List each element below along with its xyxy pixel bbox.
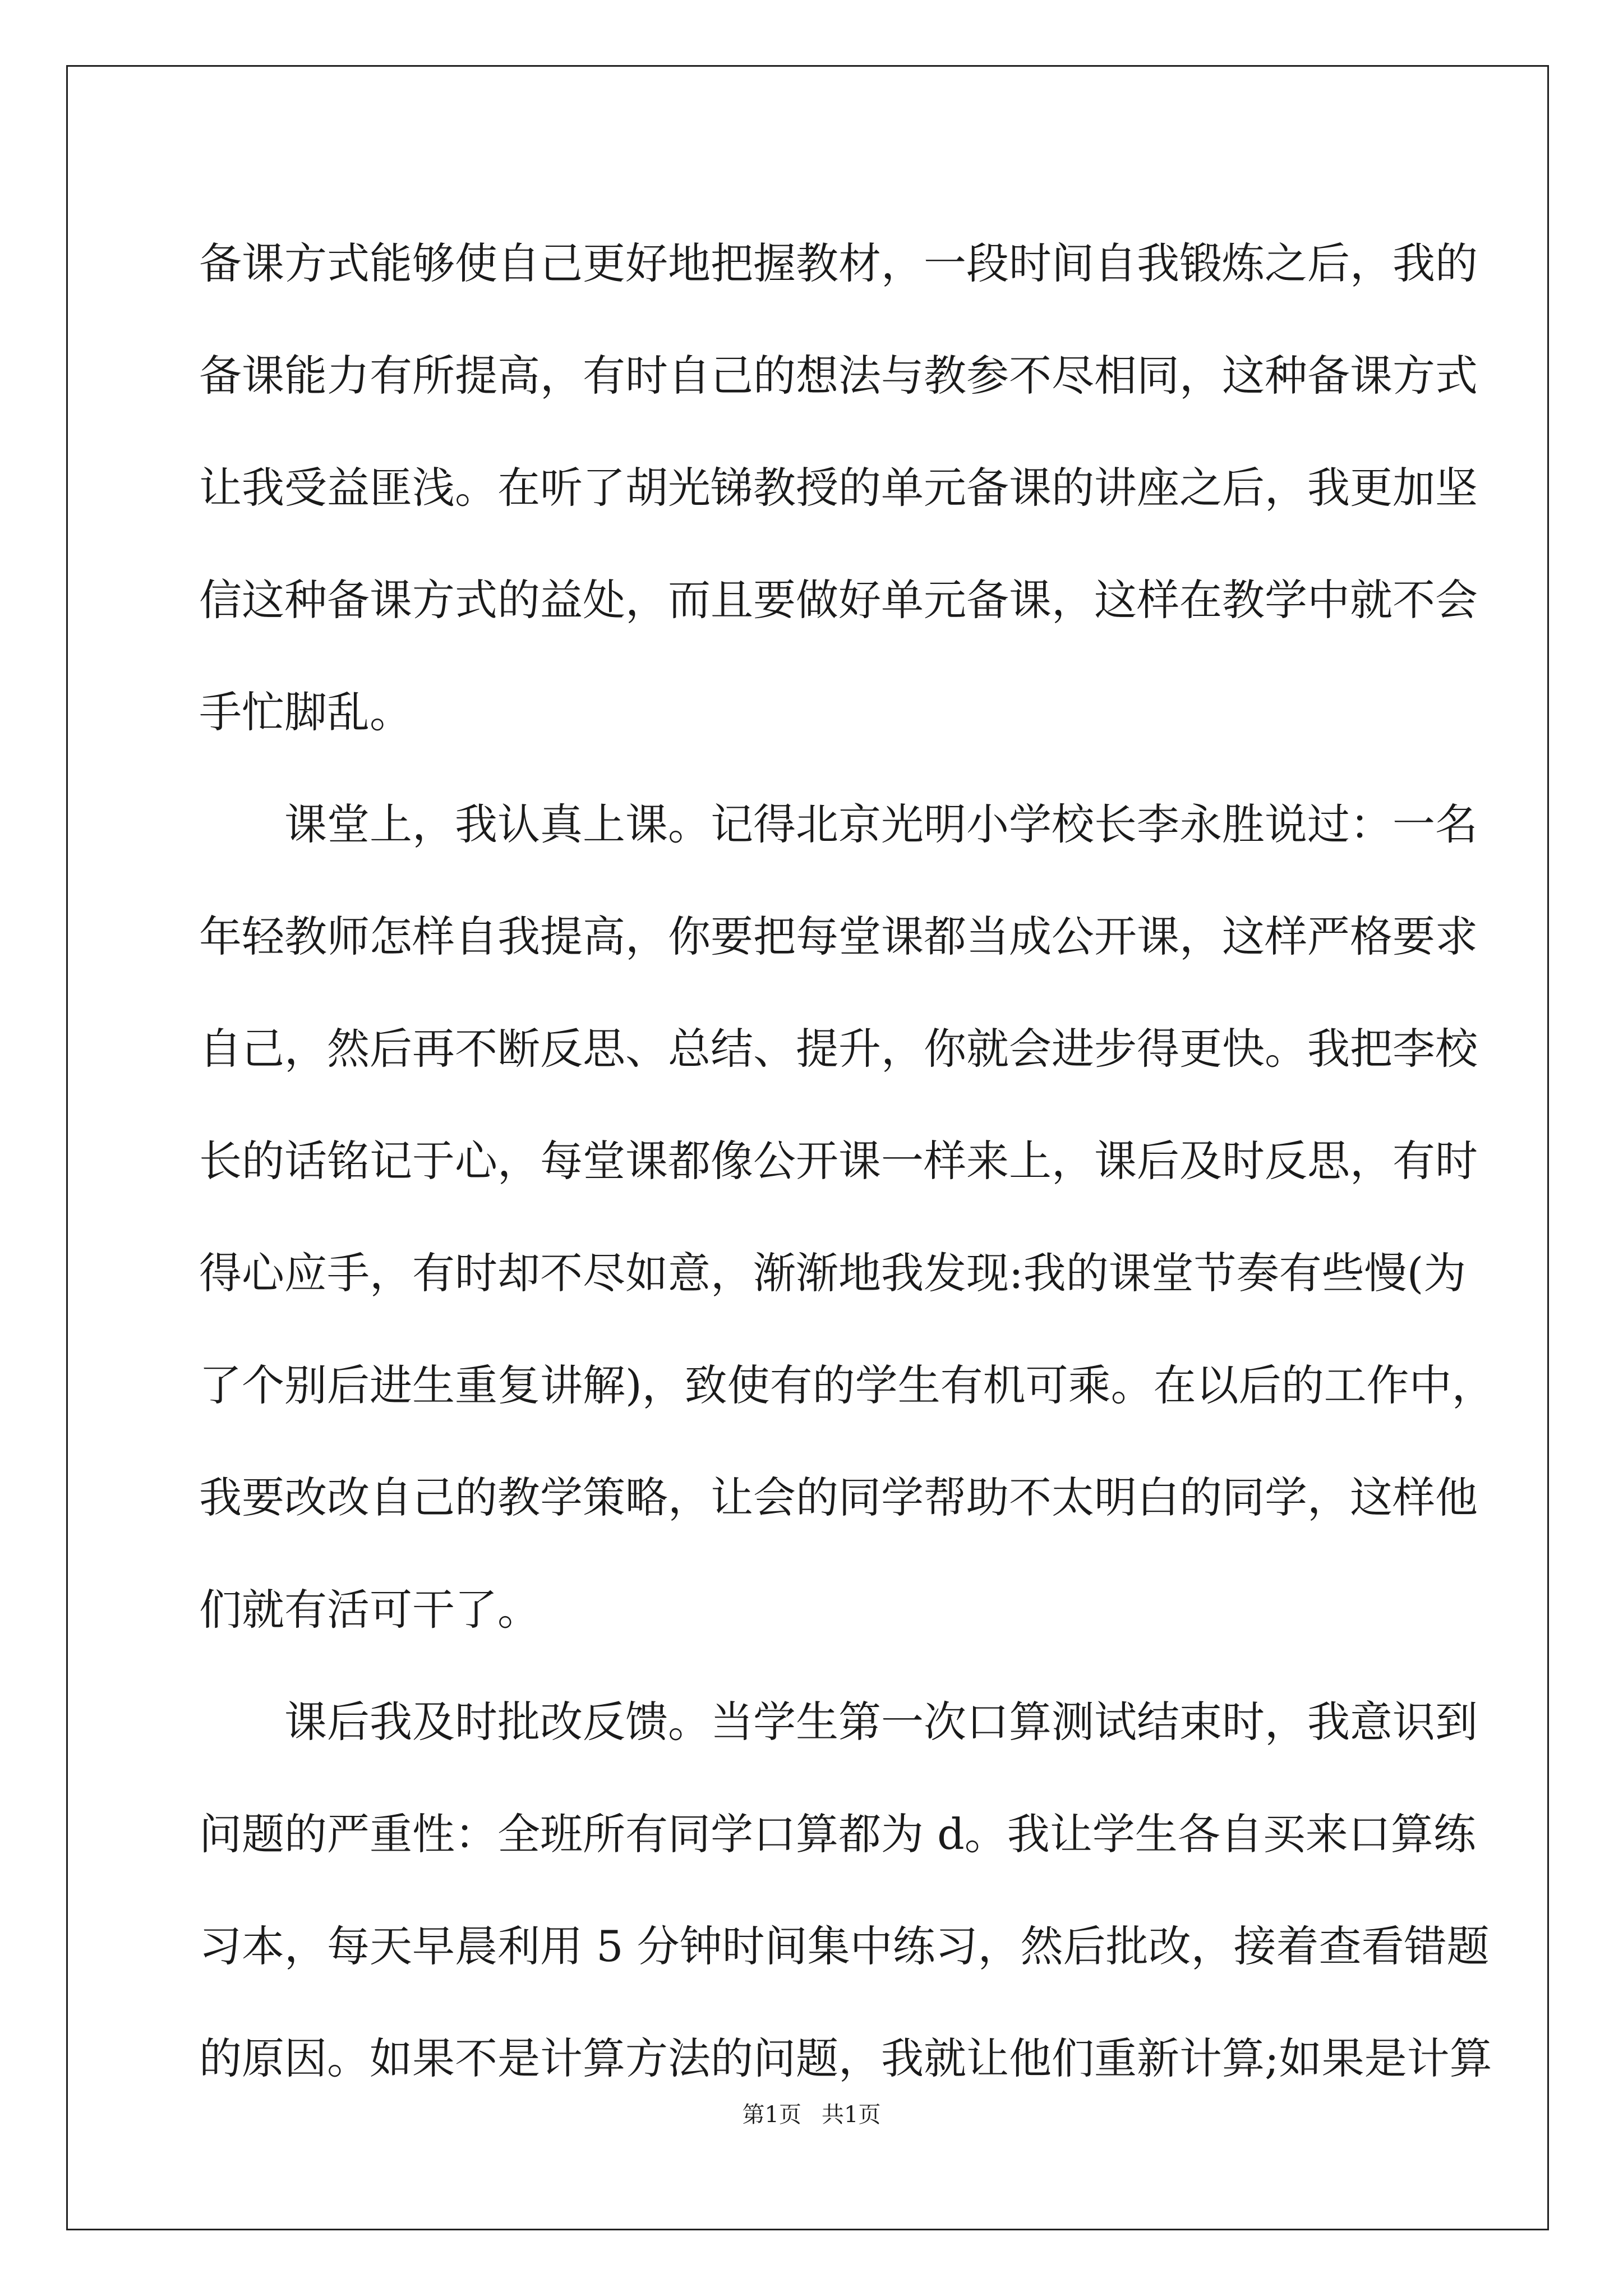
text-line: 们就有活可干了。 bbox=[199, 1585, 540, 1635]
text-line: 年轻教师怎样自我提高，你要把每堂课都当成公开课，这样严格要求 bbox=[199, 912, 1478, 961]
text-line: 信这种备课方式的益处，而且要做好单元备课，这样在教学中就不会 bbox=[199, 575, 1478, 625]
text-line: 我要改改自己的教学策略，让会的同学帮助不太明白的同学，这样他 bbox=[199, 1473, 1478, 1522]
page-total: 共1页 bbox=[822, 2102, 881, 2128]
text-line: 问题的严重性：全班所有同学口算都为 d。我让学生各自买来口算练 bbox=[199, 1809, 1476, 1859]
text-line: 习本，每天早晨利用 5 分钟时间集中练习，然后批改，接着查看错题 bbox=[199, 1921, 1490, 1971]
text-line: 得心应手，有时却不尽如意，渐渐地我发现:我的课堂节奏有些慢(为 bbox=[199, 1248, 1467, 1298]
paragraph-first-line: 课后我及时批改反馈。当学生第一次口算测试结束时，我意识到 bbox=[284, 1697, 1478, 1747]
text-line: 了个别后进生重复讲解)，致使有的学生有机可乘。在以后的工作中， bbox=[199, 1360, 1495, 1410]
text-line: 备课方式能够使自己更好地把握教材，一段时间自我锻炼之后，我的 bbox=[199, 238, 1478, 288]
text-line: 自己，然后再不断反思、总结、提升，你就会进步得更快。我把李校 bbox=[199, 1024, 1478, 1074]
document-body bbox=[199, 208, 1495, 2115]
text-line: 备课能力有所提高，有时自己的想法与教参不尽相同，这种备课方式 bbox=[199, 351, 1478, 401]
page-footer bbox=[0, 2101, 1623, 2129]
text-line: 的原因。如果不是计算方法的问题，我就让他们重新计算;如果是计算 bbox=[199, 2033, 1492, 2083]
text-line: 让我受益匪浅。在听了胡光锑教授的单元备课的讲座之后，我更加坚 bbox=[199, 463, 1478, 513]
text-line: 手忙脚乱。 bbox=[199, 687, 412, 737]
page-number: 第1页 bbox=[742, 2102, 801, 2128]
paragraph-first-line: 课堂上，我认真上课。记得北京光明小学校长李永胜说过：一名 bbox=[284, 799, 1478, 849]
text-line: 长的话铭记于心，每堂课都像公开课一样来上，课后及时反思，有时 bbox=[199, 1136, 1478, 1186]
